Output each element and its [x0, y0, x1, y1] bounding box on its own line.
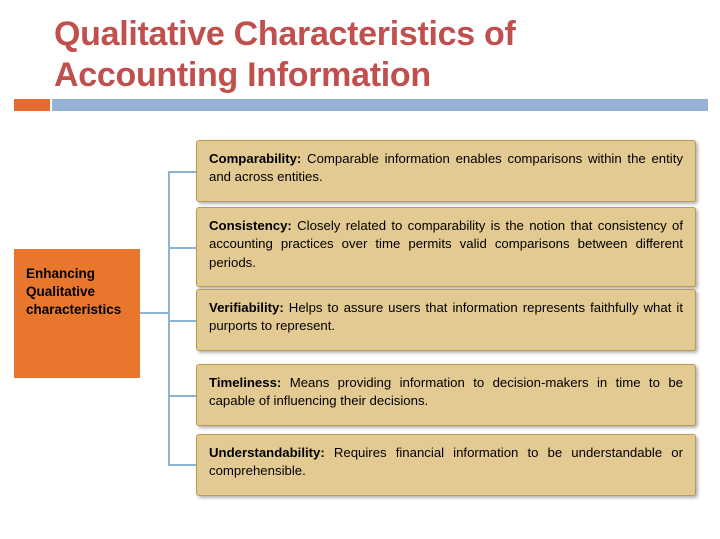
diagram-node-verifiability	[196, 289, 696, 351]
node-term: Verifiability:	[209, 300, 284, 315]
connector-branch-1	[168, 171, 198, 173]
node-text: Means providing information to decision-makers in time to be capable of influencing their decisions.	[209, 375, 683, 409]
title-rule-accent	[14, 99, 50, 111]
connector-branch-2	[168, 247, 198, 249]
diagram-node-understandability	[196, 434, 696, 496]
diagram-node-comparability	[196, 140, 696, 202]
node-term: Timeliness:	[209, 375, 282, 390]
node-text: Comparable information enables comparisons within the entity and across entities.	[209, 151, 683, 185]
node-term: Comparability:	[209, 151, 302, 166]
connector-trunk	[168, 172, 170, 465]
connector-branch-3	[168, 320, 198, 322]
connector-branch-4	[168, 395, 198, 397]
node-text: Closely related to comparability is the notion that consistency of accounting practices over time permits valid comparisons between different periods.	[209, 218, 683, 270]
connector-source-link	[140, 312, 170, 314]
node-term: Consistency:	[209, 218, 292, 233]
node-text: Requires financial information to be understandable or comprehensible.	[209, 445, 683, 479]
page-title: Qualitative Characteristics of Accounting Information	[54, 15, 516, 95]
title-rule	[52, 99, 708, 111]
diagram-source-node: Enhancing Qualitative characteristics	[14, 249, 140, 378]
connector-branch-5	[168, 464, 198, 466]
node-term: Understandability:	[209, 445, 325, 460]
diagram-node-consistency	[196, 207, 696, 287]
diagram-node-timeliness	[196, 364, 696, 426]
node-text: Helps to assure users that information represents faithfully what it purports to represent.	[209, 300, 683, 334]
